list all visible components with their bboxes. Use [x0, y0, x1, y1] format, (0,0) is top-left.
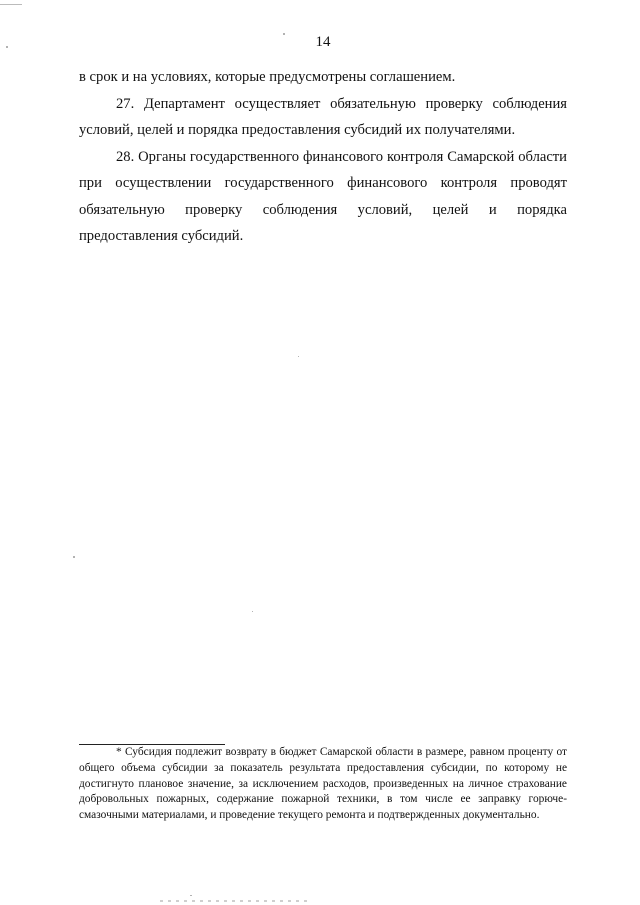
paragraph-27: 27. Департамент осуществляет обязательную проверку соблюдения условий, целей и порядка предоставления субсидий их получателями.	[79, 95, 567, 138]
body-text	[79, 64, 567, 250]
scan-speck	[283, 33, 285, 35]
footnote-text: * Субсидия подлежит возврату в бюджет Самарской области в размере, равном проценту от общего объема субсидии за показатель результата предоставления субсидии, по которому не достигнуто плановое значение, за исключением расходов, произведенных на личное страхование добровольных пожарных, содержание пожарной техники, в том числе ее заправку горюче-смазочными материалами, и проведение текущего ремонта и подтвержденных документально.	[79, 746, 567, 822]
scan-speck	[252, 611, 253, 612]
scan-speck	[298, 356, 299, 357]
top-edge-mark	[0, 4, 22, 5]
footnote	[79, 745, 567, 824]
scan-speck	[73, 556, 75, 558]
scan-speck	[190, 895, 192, 896]
bottom-scan-noise	[160, 900, 310, 902]
paragraph-28: 28. Органы государственного финансового контроля Самарской области при осуществлении государственного финансового контроля проводят обязательную проверку соблюдения условий, целей и порядка предоставления субсидий.	[79, 148, 567, 244]
scan-speck	[6, 46, 8, 48]
page-number: 14	[315, 34, 331, 50]
paragraph-continuation: в срок и на условиях, которые предусмотрены соглашением.	[79, 69, 456, 85]
